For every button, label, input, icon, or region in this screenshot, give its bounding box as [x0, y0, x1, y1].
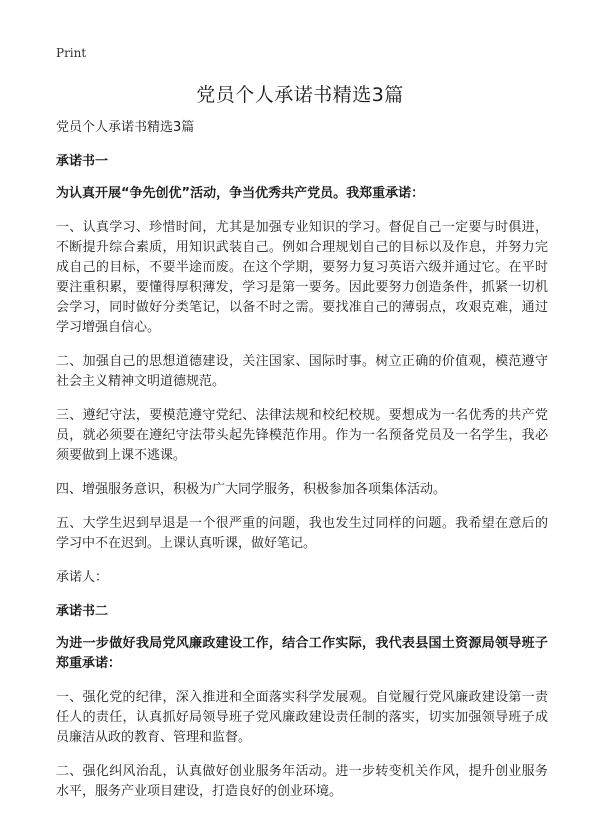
document-subtitle: 党员个人承诺书精选3篇	[56, 120, 195, 135]
section2-paragraph-1: 一、强化党的纪律，深入推进和全面落实科学发展观。自觉履行党风廉政建设第一责任人的责任，认真抓好局领导班子党风廉政建设责任制的落实，切实加强领导班子成员廉洁从政的教育、管理和监督。	[56, 690, 548, 745]
section1-paragraph-2: 二、加强自己的思想道德建设，关注国家、国际时事。树立正确的价值观，模范遵守社会主义精神文明道德规范。	[56, 354, 548, 389]
section1-paragraph-3: 三、遵纪守法，要模范遵守党纪、法律法规和校纪校规。要想成为一名优秀的共产党员，就必须要在遵纪守法带头起先锋模范作用。作为一名预备党员及一名学生，我必须要做到上课不逃课。	[56, 408, 548, 463]
section1-paragraph-4: 四、增强服务意识，积极为广大同学服务，积极参加各项集体活动。	[56, 482, 447, 497]
page-title: 党员个人承诺书精选3篇	[196, 84, 404, 106]
section1-heading: 承诺书一	[56, 154, 109, 169]
section1-signature: 承诺人：	[56, 570, 109, 585]
section2-heading: 承诺书二	[56, 604, 109, 619]
section1-paragraph-5: 五、大学生迟到早退是一个很严重的问题，我也发生过同样的问题。我希望在意后的学习中不在迟到。上课认真听课，做好笔记。	[56, 516, 548, 551]
document-body	[56, 118, 548, 816]
section2-paragraph-2: 二、强化纠风治乱，认真做好创业服务年活动。进一步转变机关作风，提升创业服务水平，服务产业项目建设，打造良好的创业环境。	[56, 764, 548, 799]
section1-lead: 为认真开展“争先创优”活动，争当优秀共产党员。我郑重承诺：	[56, 186, 425, 201]
print-label: Print	[56, 46, 87, 60]
section1-paragraph-1: 一、认真学习、珍惜时间，尤其是加强专业知识的学习。督促自己一定要与时俱进，不断提升综合素质，用知识武装自己。例如合理规划自己的目标以及作息，并努力完成自己的目标，不要半途而废。在这个学期，要努力复习英语六级并通过它。在平时要注重积累，要懂得厚积薄发，学习是第一要务。因此要努力创造条件，抓紧一切机会学习，同时做好分类笔记，以备不时之需。要找准自己的薄弱点，攻艰克难，通过学习增强自信心。	[56, 220, 548, 335]
section2-lead: 为进一步做好我局党风廉政建设工作，结合工作实际，我代表县国土资源局领导班子郑重承诺：	[56, 636, 548, 671]
